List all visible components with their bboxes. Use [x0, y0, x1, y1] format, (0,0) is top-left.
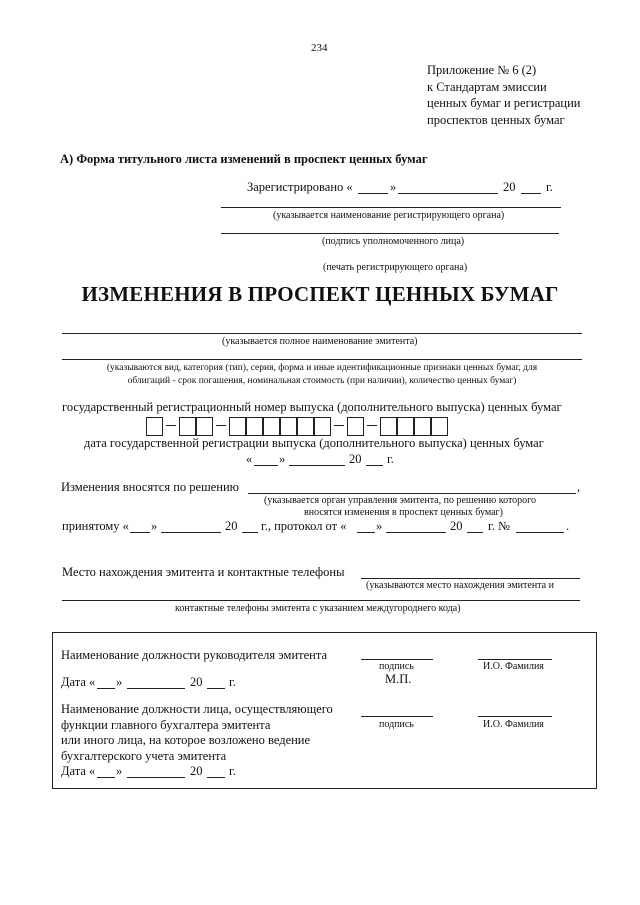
issuer-name-line — [62, 333, 582, 334]
appendix-line: проспектов ценных бумаг — [427, 112, 565, 127]
registered-month-blank — [398, 193, 498, 194]
accountant-date-close: » — [116, 764, 123, 778]
registered-mid: » — [390, 180, 397, 194]
adopted-year-blank — [242, 532, 258, 533]
appendix-line: ценных бумаг и регистрации — [427, 96, 581, 110]
registered-year: 20 — [503, 180, 516, 194]
main-title: ИЗМЕНЕНИЯ В ПРОСПЕКТ ЦЕННЫХ БУМАГ — [81, 282, 559, 306]
separator-dash — [367, 425, 377, 426]
appendix-line: к Стандартам эмиссии — [427, 79, 547, 94]
decision-comma: , — [577, 480, 581, 494]
digit-box — [229, 417, 246, 436]
signature-official-caption: (подпись уполномоченного лица) — [322, 236, 465, 247]
appendix-note — [427, 62, 580, 128]
accountant-title-line: Наименование должности лица, осуществляющего — [61, 702, 333, 716]
protocol-month-blank — [386, 532, 446, 533]
digit-box — [380, 417, 397, 436]
protocol-dot: . — [566, 519, 570, 533]
accountant-name-caption: И.О. Фамилия — [483, 719, 544, 730]
digit-box — [297, 417, 314, 436]
page-number: 234 — [311, 42, 328, 54]
registering-body-line — [221, 207, 561, 208]
state-reg-number-boxes — [146, 417, 466, 437]
registering-body-caption: (указывается наименование регистрирующего органа) — [273, 210, 505, 221]
head-date-year-blank — [207, 688, 225, 689]
head-title-label: Наименование должности руководителя эмитента — [61, 648, 328, 662]
adopted-close: » — [151, 519, 158, 533]
reg-date-year: 20 — [349, 452, 362, 466]
digit-box — [397, 417, 414, 436]
accountant-date-year: 20 — [190, 764, 203, 778]
registered-suffix: г. — [546, 180, 553, 194]
seal-label: М.П. — [385, 672, 412, 686]
head-date-close: » — [116, 675, 123, 689]
protocol-number-label: г. № — [488, 519, 510, 533]
location-label: Место нахождения эмитента и контактные телефоны — [62, 565, 345, 579]
state-reg-number-label: государственный регистрационный номер выпуска (дополнительного выпуска) ценных бумаг — [62, 400, 562, 414]
accountant-title-line: бухгалтерского учета эмитента — [61, 748, 227, 763]
decision-body-line — [248, 493, 576, 494]
accountant-title-line: функции главного бухгалтера эмитента — [61, 717, 271, 732]
state-reg-date-label: дата государственной регистрации выпуска (дополнительного выпуска) ценных бумаг — [84, 436, 544, 450]
location-caption-2: контактные телефоны эмитента с указанием междугороднего кода) — [175, 603, 461, 614]
decision-label: Изменения вносятся по решению — [61, 480, 239, 494]
head-date-year: 20 — [190, 675, 203, 689]
head-name-line — [478, 659, 552, 660]
protocol-number-blank — [516, 532, 564, 533]
accountant-title — [61, 702, 333, 764]
reg-date-close: » — [279, 452, 286, 466]
accountant-signature-caption: подпись — [379, 719, 414, 730]
head-date-suffix: г. — [229, 675, 236, 689]
registered-day-blank — [358, 193, 388, 194]
protocol-year: 20 — [450, 519, 463, 533]
digit-box — [314, 417, 331, 436]
head-date-prefix: Дата « — [61, 675, 96, 689]
protocol-day-blank — [357, 532, 375, 533]
head-name-caption: И.О. Фамилия — [483, 661, 544, 672]
head-signature-caption: подпись — [379, 661, 414, 672]
accountant-date-prefix: Дата « — [61, 764, 96, 778]
digit-box — [347, 417, 364, 436]
accountant-date-suffix: г. — [229, 764, 236, 778]
securities-caption-2: облигаций - срок погашения, номинальная стоимость (при наличии), количество ценных бумаг) — [127, 376, 517, 386]
securities-caption-1: (указываются вид, категория (тип), серия, форма и иные идентификационные признаки ценных бумаг, для — [106, 363, 538, 373]
stamp-caption: (печать регистрирующего органа) — [323, 262, 468, 273]
head-date-day-blank — [97, 688, 115, 689]
head-date-month-blank — [127, 688, 185, 689]
protocol-close: » — [376, 519, 383, 533]
digit-box — [414, 417, 431, 436]
section-title: А) Форма титульного листа изменений в проспект ценных бумаг — [60, 152, 428, 166]
digit-box — [246, 417, 263, 436]
accountant-name-line — [478, 716, 552, 717]
reg-date-suffix: г. — [387, 452, 394, 466]
protocol-label: г., протокол от « — [261, 519, 347, 533]
accountant-date-month-blank — [127, 777, 185, 778]
reg-date-day-blank — [254, 465, 278, 466]
accountant-date-year-blank — [207, 777, 225, 778]
accountant-title-line: или иного лица, на которое возложено ведение — [61, 733, 311, 747]
registered-year-blank — [521, 193, 541, 194]
location-line — [361, 578, 580, 579]
protocol-year-blank — [467, 532, 483, 533]
digit-box — [431, 417, 448, 436]
digit-box — [263, 417, 280, 436]
digit-box — [196, 417, 213, 436]
digit-box — [146, 417, 163, 436]
decision-caption-1: (указывается орган управления эмитента, по решению которого — [264, 495, 537, 506]
reg-date-year-blank — [366, 465, 383, 466]
securities-line — [62, 359, 582, 360]
decision-caption-2: вносятся изменения в проспект ценных бумаг) — [304, 507, 503, 518]
adopted-day-blank — [130, 532, 150, 533]
adopted-month-blank — [161, 532, 221, 533]
adopted-prefix: принятому « — [62, 519, 129, 533]
digit-box — [179, 417, 196, 436]
signature-official-line — [221, 233, 559, 234]
location-caption-1: (указываются место нахождения эмитента и — [366, 580, 554, 591]
head-signature-line — [361, 659, 433, 660]
reg-date-month-blank — [289, 465, 345, 466]
separator-dash — [334, 425, 344, 426]
accountant-date-day-blank — [97, 777, 115, 778]
digit-box — [280, 417, 297, 436]
separator-dash — [166, 425, 176, 426]
location-line-2 — [62, 600, 580, 601]
reg-date-open: « — [246, 452, 253, 466]
appendix-line: Приложение № 6 (2) — [427, 63, 537, 77]
issuer-name-caption: (указывается полное наименование эмитента) — [222, 336, 418, 347]
adopted-year: 20 — [225, 519, 238, 533]
accountant-signature-line — [361, 716, 433, 717]
separator-dash — [216, 425, 226, 426]
registered-prefix: Зарегистрировано « — [247, 180, 353, 194]
